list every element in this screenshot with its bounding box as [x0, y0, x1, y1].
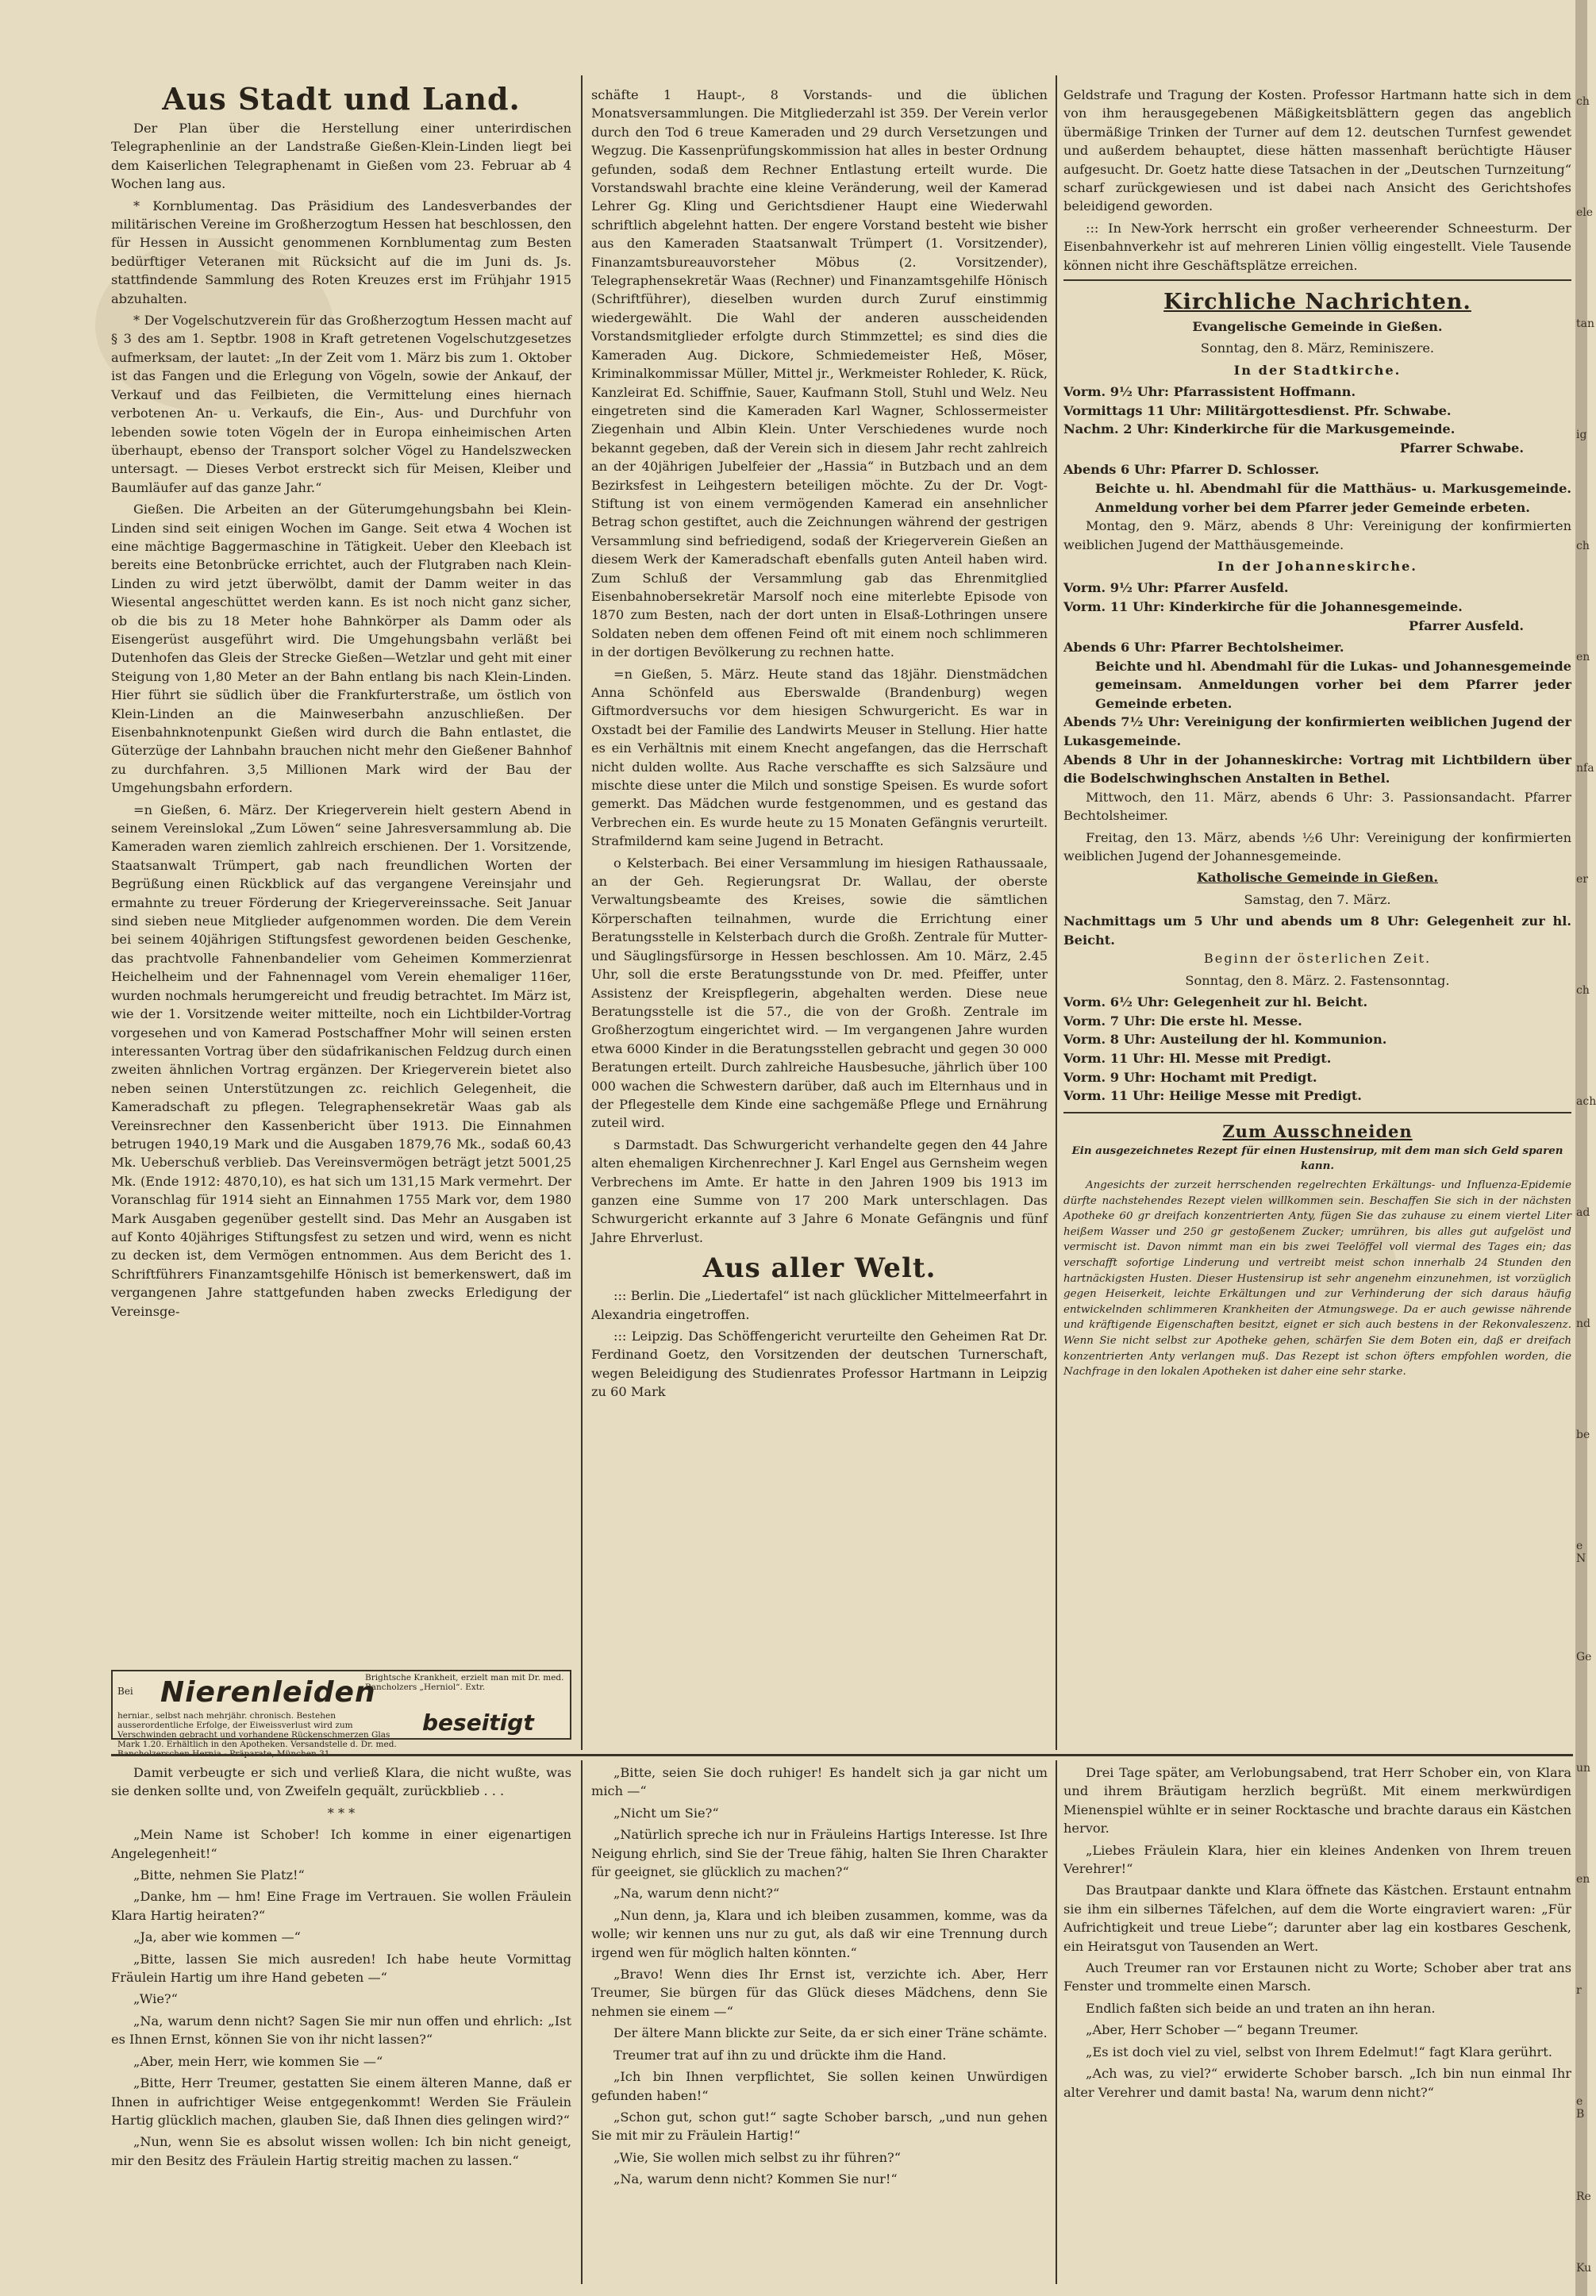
schedule-item: Vorm. 6½ Uhr: Gelegenheit zur hl. Beicht. — [1063, 994, 1368, 1010]
schedule-item: Montag, den 9. März, abends 8 Uhr: Vereinigung der konfirmierten weiblichen Jugend der Matthäusgemeinde. — [1063, 518, 1571, 552]
recipe-text: Angesichts der zurzeit herrschenden regelrechten Erkältungs- und Influenza-Epidemie dürfte nachstehendes Rezept vielen willkommen sein. Beschaffen Sie sich in der nächsten Apotheke 60 gr dreifach konzentrierten Anty, fügen Sie das zuhause zu einem viertel Liter heißem Wasser und 250 gr gestoßenem Zucker; umrühren, bis alles gut aufgelöst und vermischt ist. Davon nimmt man ein bis zwei Teelöffel voll viermal des Tages ein; das verschafft sofortige Linderung und vertreibt meist schon innerhalb 24 Stunden den hartnäckigsten Husten. Dieser Hustensirup ist sehr angenehm einzunehmen, ist vorzüglich gegen Heiserkeit, leichte Erkältungen und zur Verhinderung der sich daraus häufig entwickelnden schlimmeren Krankheiten der Atmungswege. Da er auch gewisse nährende und kräftigende Eigenschaften besitzt, eignet er sich auch bestens in der Rekonvaleszenz. Wenn Sie nicht selbst zur Apotheke gehen, schärfen Sie dem Boten ein, daß er dreifach konzentrierten Anty verlangen muß. Das Rezept ist schon öfters empfohlen worden, die Nachfrage in den lokalen Apotheken ist daher eine sehr starke. — [1063, 1179, 1571, 1379]
edge-fragment: Ku — [1576, 2262, 1592, 2275]
edge-fragment: be — [1576, 1429, 1590, 1441]
schedule-item: Abends 7½ Uhr: Vereinigung der konfirmierten weiblichen Jugend der Lukasgemeinde. — [1063, 714, 1571, 749]
story-paragraph: Auch Treumer ran vor Erstaunen nicht zu Worte; Schober aber trat ans Fenster und trommelte einen Marsch. — [1063, 1960, 1571, 1994]
section-heading-zum-ausschneiden: Zum Ausschneiden — [1222, 1121, 1413, 1141]
section-heading-aus-aller-welt: Aus aller Welt. — [702, 1252, 936, 1285]
edge-fragment: nd — [1576, 1317, 1590, 1330]
article-darmstadt: s Darmstadt. Das Schwurgericht verhandelte gegen den 44 Jahre alten ehemaligen Kirchenrechner J. Karl Engel aus Gernsheim wegen Verbrechens im Amte. Er hatte in den Jahren 1909 bis 1913 im ganzen eine Summe von 17 200 Mark unterschlagen. Das Schwurgericht erkannte auf 3 Jahre 6 Monate Gefängnis und fünf Jahre Ehrverlust. — [591, 1136, 1048, 1245]
article-umgehungsbahn: Gießen. Die Arbeiten an der Güterumgehungsbahn bei Klein-Linden sind seit einigen Wochen im Gange. Seit etwa 4 Wochen ist eine mächtige Baggermaschine in Tätigkeit. Ueber den Kleebach ist bereits eine Betonbrücke errichtet, auch der Flutgraben nach Klein-Linden zu wird jetzt überwölbt, damit der Damm weiter in das Wiesental angeschüttet werden kann. Es ist noch nicht ganz sicher, ob die bis zu 18 Meter hohe Bahnkörper als Damm oder als Eisengerüst ausgeführt wird. Die Umgehungsbahn verläßt bei Dutenhofen das Gleis der Strecke Gießen—Wetzlar und geht mit einer Steigung von 1,80 Meter an der Bahn entlang bis nach Klein-Linden. Hier führt sie südlich über die Frankfurterstraße, um östlich von Klein-Linden an die Mainweserbahn anzuschließen. Der Eisenbahnknotenpunkt Gießen wird durch die Bahn entlastet, die Güterzüge der Lahnbahn brauchen nicht mehr den Gießener Bahnhof zu durchfahren. 3,5 Millionen Mark wird der Bau der Umgehungsbahn erfordern. — [111, 502, 571, 796]
schedule-item: Vorm. 7 Uhr: Die erste hl. Messe. — [1063, 1013, 1302, 1029]
section-heading-stadt-und-land: Aus Stadt und Land. — [162, 81, 521, 117]
schedule-item: Vormittags 11 Uhr: Militärgottesdienst. Pfr. Schwabe. — [1063, 402, 1452, 418]
story-paragraph: „Nicht um Sie?“ — [613, 1805, 719, 1821]
article-kelsterbach: o Kelsterbach. Bei einer Versammlung im hiesigen Rathaussaale, an der Geh. Regierungsrat Dr. Wallau, der oberste Verwaltungsbeamte des Kreises, sowie die sämtlichen Körperschaften teilnahmen, wurde die Errichtung einer Beratungsstelle in Kelsterbach durch die Großh. Zentrale für Mutter- und Säuglingsfürsorge in Hessen beschlossen. Am 10. März, 2.45 Uhr, soll die erste Beratungsstunde von Dr. med. Pfeiffer, unter Assistenz der Kreispflegerin, abgehalten werden. Diese neue Beratungsstelle ist die 57., die von der Großh. Zentrale im Großherzogtum eingerichtet wird. — Im vergangenen Jahre wurden etwa 6000 Kinder in die Beratungsstellen gebracht und gegen 30 000 Beratungen erteilt. Durch zahlreiche Hausbesuche, jährlich über 100 000 wachen die Schwestern darüber, daß auch im Elternhaus und in der Pflegestelle dem Kinde eine sachgemäße Pflege und Ernährung zuteil wird. — [591, 855, 1048, 1131]
advertisement-nierenleiden — [111, 1670, 571, 1749]
edge-fragment: ele — [1576, 206, 1594, 219]
ad-brand: Nierenleiden — [160, 1676, 376, 1709]
schedule-item: Abends 6 Uhr: Pfarrer D. Schlosser. — [1063, 462, 1320, 478]
story-paragraph: „Ja, aber wie kommen —“ — [133, 1929, 301, 1945]
edge-fragment: er — [1576, 873, 1588, 886]
story-column-2 — [591, 1763, 1048, 2279]
article-new-york: ::: In New-York herrscht ein großer verheerender Schneesturm. Der Eisenbahnverkehr ist auf mehreren Linien völlig eingestellt. Viele Tausende können nicht ihre Geschäftsplätze erreichen. — [1063, 220, 1571, 273]
story-paragraph: Treumer trat auf ihn zu und drückte ihm die Hand. — [613, 2047, 947, 2063]
story-paragraph: „Na, warum denn nicht? Sagen Sie mir nun offen und ehrlich: „Ist es Ihnen Ernst, können Sie von ihr nicht lassen?“ — [111, 2013, 571, 2048]
edge-fragment: r — [1576, 1984, 1582, 1997]
schedule-item: Mittwoch, den 11. März, abends 6 Uhr: 3. Passionsandacht. Pfarrer Bechtolsheimer. — [1063, 789, 1571, 824]
ad-cure: beseitigt — [422, 1710, 534, 1736]
story-paragraph: „Es ist doch viel zu viel, selbst von Ihrem Edelmut!“ fagt Klara gerührt. — [1086, 2044, 1552, 2059]
stadtkirche-title: In der Stadtkirche. — [1233, 362, 1402, 378]
schedule-item: Vorm. 9½ Uhr: Pfarrassistent Hoffmann. — [1063, 384, 1356, 400]
pastor-name: Pfarrer Schwabe. — [1399, 440, 1524, 456]
ad-right-text: Brightsche Krankheit, erzielt man mit Dr. med. Bancholzers „Herniol“. Extr. — [365, 1673, 564, 1692]
column-middle — [591, 86, 1048, 1752]
story-paragraph: „Nun, wenn Sie es absolut wissen wollen: Ich bin nicht geneigt, mir den Besitz des Fräulein Hartig streitig machen zu lassen.“ — [111, 2134, 571, 2168]
story-paragraph: „Ach was, zu viel?“ erwiderte Schober barsch. „Ich bin nun einmal Ihr alter Verehrer und damit basta! Na, warum denn nicht?“ — [1063, 2066, 1571, 2100]
catholic-title: Katholische Gemeinde in Gießen. — [1196, 870, 1439, 886]
story-paragraph: „Na, warum denn nicht?“ — [613, 1886, 780, 1902]
story-paragraph: Endlich faßten sich beide an und traten an ihn heran. — [1086, 2000, 1436, 2016]
story-paragraph: „Schon gut, schon gut!“ sagte Schober barsch, „und nun gehen Sie mit mir zu Fräulein Hartig!“ — [591, 2109, 1048, 2144]
section-rule — [1063, 279, 1571, 281]
column-divider — [1056, 1760, 1057, 2284]
story-paragraph: „Ich bin Ihnen verpflichtet, Sie sollen keinen Unwürdigen gefunden haben!“ — [591, 2069, 1048, 2103]
story-paragraph: „Danke, hm — hm! Eine Frage im Vertrauen. Sie wollen Fräulein Klara Hartig heiraten?“ — [111, 1889, 571, 1923]
schedule-item: Beichte und hl. Abendmahl für die Lukas- und Johannesgemeinde gemeinsam. Anmeldungen vorher bei dem Pfarrer jeder Gemeinde erbeten. — [1095, 658, 1571, 711]
schedule-item: Vorm. 9 Uhr: Hochamt mit Predigt. — [1063, 1069, 1317, 1085]
ad-bei: Bei — [117, 1686, 133, 1697]
edge-fragment: un — [1576, 1762, 1591, 1775]
article-kriegerverein-cont: schäfte 1 Haupt-, 8 Vorstands- und die üblichen Monatsversammlungen. Die Mitgliederzahl ist 359. Der Verein verlor durch den Tod 6 treue Kameraden und 29 durch Versetzungen und Wegzug. Die Kassenprüfungskommission hat alles in bester Ordnung gefunden, sodaß dem Rechner Entlastung erteilt wurde. Die Vorstandswahl brachte eine kleine Veränderung, weil der Kamerad Lehrer Gg. Kling und Gerichtsdiener Haupt eine Wiederwahl schriftlich abgelehnt hatten. Der engere Vorstand besteht wie bisher aus den Kameraden Staatsanwalt Trümpert (1. Vorsitzender), Finanzamtsbureauvorsteher Möbus (2. Vorsitzender), Telegraphensekretär Waas (Rechner) und Finanzamtsgehilfe Hönisch (Schriftführer), dieselben wurden durch Zuruf einstimmig wiedergewählt. Die Wahl der anderen ausscheidenden Vorstandsmitglieder erfolgte durch Stimmzettel; es sind dies die Kameraden Aug. Dickore, Schmiedemeister Heß, Möser, Kriminalkommissar Müller, Mittel jr., Werkmeister Rohleder, K. Rück, Kanzleirat Ed. Schiffnie, Sauer, Kaufmann Stoll, Stuhl und Welz. Neu eingetreten sind die Kameraden Karl Wagner, Schlossermeister Ziegenhain und Albin Klein. Unter Verschiedenes wurde noch bekannt gegeben, daß der Verein sich in diesem Jahr recht zahlreich an der 40jährigen Jubelfeier der „Hassia“ in Butzbach und an dem Bezirksfest in Leihgestern beteiligen möchte. Zu der Dr. Vogt-Stiftung ist von einem vermögenden Kamerad ein ansehnlicher Betrag schon gestiftet, auch die Zeichnungen während der gestrigen Versammlung sind befriedigend, sodaß der Kriegerverein Gießen an diesem Werk der Kameradschaft ebenfalls guten Anteil haben wird. Zum Schluß der Versammlung gab das Ehrenmitglied Eisenbahnobersekretär Marsolf noch eine miterlebte Episode von 1870 zum Besten, nach der dort unten in Elsaß-Lothringen unsere Soldaten neben dem offenen Feind oft mit einem noch schlimmeren in der dortigen Bevölkerung zu rechnen hatte. — [591, 87, 1048, 660]
article-berlin: ::: Berlin. Die „Liedertafel“ ist nach glücklicher Mittelmeerfahrt in Alexandria eingetroffen. — [591, 1288, 1048, 1322]
column-local-news — [111, 79, 571, 1667]
story-column-1 — [111, 1763, 571, 2279]
edge-fragment: e N — [1576, 1540, 1586, 1565]
schedule-item: Beichte u. hl. Abendmahl für die Matthäus- u. Markusgemeinde. Anmeldung vorher bei dem Pfarrer jeder Gemeinde erbeten. — [1095, 481, 1571, 515]
schedule-item: Vorm. 8 Uhr: Austeilung der hl. Kommunion. — [1063, 1032, 1387, 1048]
schedule-item: Vorm. 11 Uhr: Hl. Messe mit Predigt. — [1063, 1051, 1332, 1067]
story-paragraph: „Nun denn, ja, Klara und ich bleiben zusammen, komme, was da wolle; wir kennen uns nur zu gut, als daß wir eine Trennung durch irgend wen für möglich halten könnten.“ — [591, 1907, 1048, 1960]
column-divider — [581, 75, 583, 1750]
article-vogelschutz: * Der Vogelschutzverein für das Großherzogtum Hessen macht auf § 3 des am 1. Septbr. 1908 in Kraft getretenen Vogelschutzgesetzes aufmerksam, der lautet: „In der Zeit vom 1. März bis zum 1. Oktober ist das Fangen und die Erlegung von Vögeln, sowie der Ankauf, der Verkauf und das Feilbieten, die Vermittelung eines hiernach verbotenen An- u. Verkaufs, die Ein-, Aus- und Durchfuhr von lebenden sowie toten Vögeln der in Europa einheimischen Arten überhaupt, ebenso der Transport solcher Vögel zu Handelszwecken untersagt. — Dieses Verbot erstreckt sich für Meisen, Kleiber und Baumläufer auf das ganze Jahr.“ — [111, 313, 571, 495]
edge-fragment: ch — [1576, 540, 1590, 552]
story-paragraph: Drei Tage später, am Verlobungsabend, trat Herr Schober ein, von Klara und ihrem Bräutigam herzlich begrüßt. Mit einem merkwürdigen Mienenspiel wühlte er in seiner Rocktasche und brachte daraus ein Kästchen hervor. — [1063, 1765, 1571, 1836]
article-schwurgericht-giessen: =n Gießen, 5. März. Heute stand das 18jähr. Dienstmädchen Anna Schönfeld aus Eberswalde (Brandenburg) wegen Giftmordversuchs vor dem hiesigen Schwurgericht. Es war in Oxstadt bei der Familie des Landwirts Meuser in Stellung. Hier hatte es ein Verhältnis mit einem Knecht angefangen, das die Herrschaft nicht dulden wollte. Aus Rache verschaffte es sich Salzsäure und mischte diese unter die Milch und sonstige Speisen. Es wurde sofort gemerkt. Das Mädchen wurde festgenommen, und es gestand das Verbrechen ein. Es wurde heute zu 15 Monaten Gefängnis verurteilt. Strafmildernd kam seine Jugend in Betracht. — [591, 666, 1048, 849]
story-paragraph: Das Brautpaar dankte und Klara öffnete das Kästchen. Erstaunt entnahm sie ihm ein silbernes Täfelchen, auf dem die Worte eingraviert waren: „Für Aufrichtigkeit und treue Liebe“; darunter aber lag ein kostbares Geschenk, ein Heiratsgut von Tausenden an Wert. — [1063, 1883, 1571, 1954]
story-top-rule — [111, 1754, 1573, 1756]
johanneskirche-title: In der Johanneskirche. — [1217, 559, 1417, 575]
saturday-date: Samstag, den 7. März. — [1244, 891, 1391, 907]
edge-fragment: ach — [1576, 1095, 1596, 1108]
story-paragraph: „Bitte, lassen Sie mich ausreden! Ich habe heute Vormittag Fräulein Hartig um ihre Hand gebeten —“ — [111, 1951, 571, 1986]
ad-description: herniar., selbst nach mehrjähr. chronisch. Bestehen ausserordentliche Erfolge, der Eiweissverlust wird zum Verschwinden gebracht und vorhandene Rückenschmerzen Glas Mark 1.20. Erhältlich in den Apotheken. Versandstelle d. Dr. med. — [117, 1711, 397, 1749]
column-divider — [1056, 75, 1057, 1750]
column-right — [1063, 86, 1571, 1752]
schedule-item: Nachmittags um 5 Uhr und abends um 8 Uhr: Gelegenheit zur hl. Beicht. — [1063, 913, 1571, 948]
osterlich-title: Beginn der österlichen Zeit. — [1203, 951, 1432, 967]
article-telegraph: Der Plan über die Herstellung einer unterirdischen Telegraphenlinie an der Landstraße Gießen-Klein-Linden liegt bei dem Kaiserlichen Telegraphenamt in Gießen vom 23. Februar ab 4 Wochen lang aus. — [111, 121, 571, 192]
schedule-item: Abends 8 Uhr in der Johanneskirche: Vortrag mit Lichtbildern über die Bodelschwinghschen Anstalten in Bethel. — [1063, 752, 1571, 786]
section-rule — [1063, 1112, 1571, 1113]
edge-fragment: en — [1576, 651, 1590, 663]
schedule-item: Vorm. 9½ Uhr: Pfarrer Ausfeld. — [1063, 580, 1289, 596]
edge-fragment: ad — [1576, 1206, 1590, 1219]
story-paragraph: „Bitte, nehmen Sie Platz!“ — [133, 1867, 305, 1883]
edge-fragment: ig — [1576, 429, 1587, 441]
story-paragraph: „Aber, mein Herr, wie kommen Sie —“ — [133, 2053, 383, 2069]
edge-fragment: Re — [1576, 2190, 1591, 2203]
story-paragraph: „Bravo! Wenn dies Ihr Ernst ist, verzichte ich. Aber, Herr Treumer, Sie bürgen für das Glück dieses Mädchens, denn Sie nehmen sie einem —“ — [591, 1967, 1048, 2019]
edge-fragment: ch — [1576, 984, 1590, 997]
article-leipzig: ::: Leipzig. Das Schöffengericht verurteilte den Geheimen Rat Dr. Ferdinand Goetz, den Vorsitzenden der deutschen Turnerschaft, wegen Beleidigung des Studienrates Professor Hartmann in Leipzig zu 60 Mark — [591, 1329, 1048, 1400]
edge-fragment: en — [1576, 1873, 1590, 1886]
story-separator: * * * — [327, 1805, 356, 1821]
schedule-item: Vorm. 11 Uhr: Kinderkirche für die Johannesgemeinde. — [1063, 599, 1463, 615]
edge-fragment: nfa — [1576, 762, 1594, 775]
story-paragraph: „Bitte, seien Sie doch ruhiger! Es handelt sich ja gar nicht um mich —“ — [591, 1765, 1048, 1799]
sunday-date: Sonntag, den 8. März, Reminiszere. — [1200, 340, 1435, 356]
edge-fragment: tan — [1576, 317, 1594, 330]
story-paragraph: „Liebes Fräulein Klara, hier ein kleines Andenken von Ihrem treuen Verehrer!“ — [1063, 1842, 1571, 1877]
edge-fragment: e B — [1576, 2095, 1585, 2121]
schedule-item: Nachm. 2 Uhr: Kinderkirche für die Markusgemeinde. — [1063, 421, 1456, 437]
pastor-name: Pfarrer Ausfeld. — [1409, 617, 1524, 633]
story-paragraph: Der ältere Mann blickte zur Seite, da er sich einer Träne schämte. — [613, 2025, 1048, 2041]
sunday-date-2: Sonntag, den 8. März. 2. Fastensonntag. — [1185, 972, 1450, 988]
story-paragraph: Damit verbeugte er sich und verließ Klara, die nicht wußte, was sie denken sollte und, von Zweifeln gequält, zurückblieb . . . — [111, 1765, 571, 1799]
article-kriegerverein: =n Gießen, 6. März. Der Kriegerverein hielt gestern Abend in seinem Vereinslokal „Zum Löwen“ seine Jahresversammlung ab. Die Kameraden waren ziemlich zahlreich erschienen. Der 1. Vorsitzende, Staatsanwalt Trümpert, gab nach freundlichen Worten der Begrüßung einen Rückblick auf das vergangene Vereinsjahr und ermahnte zu treuer Förderung der Kriegervereinssache. Seit Januar sind sieben neue Mitglieder aufgenommen worden. Die dem Verein bei seinem 40jährigen Stiftungsfest gewordenen beiden Geschenke, das prachtvolle Fahnenbandelier vom Geheimen Kommerzienrat Heichelheim und der Fahnennagel vom Verein ehemaliger 116er, wurden nochmals herumgereicht und freudig betrachtet. Im März ist, wie der 1. Vorsitzende weiter mitteilte, noch ein Lichtbilder-Vortrag vorgesehen und von Kamerad Postschaffner Mohr will seinen ersten interessanten Vortrag über den südafrikanischen Feldzug durch einen zweiten ähnlichen Vortrag ergänzen. Der Kriegerverein bietet also neben seinen Unterstützungen zc. reichlich Gelegenheit, die Kameradschaft zu pflegen. Telegraphensekretär Waas gab als Vereinsrechner den Kassenbericht über 1913. Die Einnahmen betrugen 1940,19 Mark und die Ausgaben 1879,76 Mk., sodaß 60,43 Mk. Ueberschuß verblieb. Das Vereinsvermögen beträgt jetzt 5001,25 Mk. (Ende 1912: 4870,10), es hat sich um 131,15 Mark vermehrt. Der Voranschlag für 1914 sieht an Einnahmen 1755 Mark vor, dem 1980 Mark Ausgaben gegenüber gestellt sind. Das Mehr an Ausgaben ist auf Konto 40jähriges Stiftungsfest zu setzen und wird, wenn es nicht zu decken ist, dem Vermögen entnommen. Aus dem Bericht des 1. Schriftführers Finanzamtsgehilfe Hönisch ist bemerkenswert, daß im vergangenen Jahre stattgefunden haben zwecks Erledigung der Vereinsge- — [111, 802, 571, 1319]
story-paragraph: „Natürlich spreche ich nur in Fräuleins Hartigs Interesse. Ist Ihre Neigung ehrlich, sind Sie der Treue fähig, halten Sie Ihren Charakter für geeignet, sie glücklich zu machen?“ — [591, 1827, 1048, 1880]
story-paragraph: „Bitte, Herr Treumer, gestatten Sie einem älteren Manne, daß er Ihnen in aufrichtiger Weise entgegenkommt! Werden Sie Fräulein Hartig glücklich machen, glauben Sie, daß Ihnen dies gelingen wird?“ — [111, 2075, 571, 2128]
schedule-item: Vorm. 11 Uhr: Heilige Messe mit Predigt. — [1063, 1088, 1362, 1104]
story-paragraph: „Wie, Sie wollen mich selbst zu ihr führen?“ — [613, 2149, 901, 2165]
story-paragraph: „Aber, Herr Schober —“ begann Treumer. — [1086, 2022, 1359, 2038]
article-kornblumentag: * Kornblumentag. Das Präsidium des Landesverbandes der militärischen Vereine im Großherzogtum Hessen hat beschlossen, den für Hessen in Aussicht genommenen Kornblumentag zum Besten bedürftiger Veteranen mit Rücksicht auf die im Juni ds. Js. stattfindende Sammlung des Roten Kreuzes erst im Frühjahr 1915 abzuhalten. — [111, 198, 571, 306]
story-paragraph: „Na, warum denn nicht? Kommen Sie nur!“ — [613, 2171, 898, 2187]
section-heading-kirchliche-nachrichten: Kirchliche Nachrichten. — [1163, 290, 1471, 315]
adjacent-page-edge — [1575, 0, 1596, 2296]
recipe-subtitle: Ein ausgezeichnetes Rezept für einen Hustensirup, mit dem man sich Geld sparen kann. — [1071, 1144, 1563, 1173]
story-paragraph: „Mein Name ist Schober! Ich komme in einer eigenartigen Angelegenheit!“ — [111, 1827, 571, 1861]
evangelical-title: Evangelische Gemeinde in Gießen. — [1192, 319, 1443, 335]
schedule-item: Abends 6 Uhr: Pfarrer Bechtolsheimer. — [1063, 640, 1344, 656]
story-column-3 — [1063, 1763, 1571, 2279]
edge-fragment: ch — [1576, 95, 1590, 108]
article-leipzig-cont: Geldstrafe und Tragung der Kosten. Professor Hartmann hatte sich in dem von ihm herausgegebenen Mäßigkeitsblättern gegen das angeblich übermäßige Trinken der Turner auf dem 12. deutschen Turnfest gewendet und außerdem behauptet, diese hätten massenhaft berüchtigte Häuser aufgesucht. Dr. Goetz hatte diese Tatsachen in der „Deutschen Turnzeitung“ scharf zurückgewiesen und ist dabei nach Ansicht des Gerichtshofes beleidigend geworden. — [1063, 87, 1571, 214]
column-divider — [581, 1760, 583, 2284]
schedule-item: Freitag, den 13. März, abends ½6 Uhr: Vereinigung der konfirmierten weiblichen Jugend der Johannesgemeinde. — [1063, 829, 1571, 864]
story-paragraph: „Wie?“ — [133, 1991, 178, 2007]
edge-fragment: Ge — [1576, 1651, 1592, 1663]
